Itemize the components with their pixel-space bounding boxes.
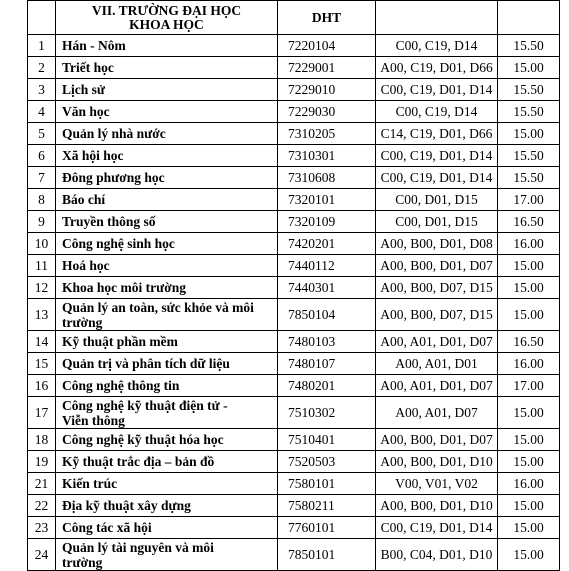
table-row (28, 35, 560, 57)
program-code: 7480201 (278, 375, 376, 397)
table-row (28, 495, 560, 517)
program-code: 7510302 (278, 397, 376, 429)
program-code: 7520503 (278, 451, 376, 473)
row-number: 15 (28, 353, 56, 375)
header-school-code: DHT (278, 1, 376, 35)
program-name (56, 517, 278, 539)
row-number: 2 (28, 57, 56, 79)
program-code: 7229010 (278, 79, 376, 101)
program-name (56, 429, 278, 451)
table-row (28, 539, 560, 571)
program-name-line1: Xã hội học (62, 148, 124, 163)
program-name (56, 473, 278, 495)
table-row (28, 375, 560, 397)
table-row (28, 189, 560, 211)
row-number: 24 (28, 539, 56, 571)
program-name-line1: Địa kỹ thuật xây dựng (62, 498, 191, 513)
subject-combinations: C00, C19, D14 (376, 35, 498, 57)
admission-score: 16.00 (498, 233, 560, 255)
row-number: 1 (28, 35, 56, 57)
program-name (56, 299, 278, 331)
program-name (56, 277, 278, 299)
program-code: 7229030 (278, 101, 376, 123)
program-name (56, 397, 278, 429)
admission-score: 17.00 (498, 375, 560, 397)
admission-score: 15.00 (498, 539, 560, 571)
program-code: 7320109 (278, 211, 376, 233)
program-name-line1: Lịch sử (62, 82, 105, 97)
table-row (28, 57, 560, 79)
program-name (56, 101, 278, 123)
table-row (28, 277, 560, 299)
row-number: 8 (28, 189, 56, 211)
subject-combinations: A00, A01, D01, D07 (376, 375, 498, 397)
admission-score: 15.50 (498, 145, 560, 167)
header-school-line1: VII. TRƯỜNG ĐẠI HỌC (91, 2, 242, 18)
program-name (56, 123, 278, 145)
subject-combinations: A00, B00, D07, D15 (376, 277, 498, 299)
row-number: 18 (28, 429, 56, 451)
program-name-line1: Kiến trúc (62, 476, 118, 491)
subject-combinations: C00, C19, D01, D14 (376, 79, 498, 101)
program-name-line1: Quản trị và phân tích dữ liệu (62, 356, 230, 371)
header-school-name (56, 1, 278, 35)
program-code: 7320101 (278, 189, 376, 211)
program-name-line1: Văn học (62, 104, 110, 119)
subject-combinations: A00, B00, D07, D15 (376, 299, 498, 331)
row-number: 17 (28, 397, 56, 429)
subject-combinations: C00, D01, D15 (376, 211, 498, 233)
subject-combinations: A00, B00, D01, D10 (376, 495, 498, 517)
program-name (56, 495, 278, 517)
program-name (56, 57, 278, 79)
program-name (56, 35, 278, 57)
program-code: 7850104 (278, 299, 376, 331)
program-name (56, 331, 278, 353)
program-name (56, 233, 278, 255)
program-name-line1: Công nghệ kỹ thuật điện tử - (62, 397, 228, 413)
program-name-line1: Đông phương học (62, 170, 165, 185)
program-name-line1: Kỹ thuật trắc địa – bản đồ (62, 454, 215, 469)
program-name-line1: Kỹ thuật phần mềm (62, 334, 178, 349)
program-name-line2: trường (62, 314, 103, 330)
admission-score: 15.50 (498, 35, 560, 57)
program-name-line1: Báo chí (62, 192, 106, 207)
program-name-line1: Hoá học (62, 258, 110, 273)
table-row (28, 299, 560, 331)
table-body (28, 1, 560, 571)
subject-combinations: C00, C19, D01, D14 (376, 145, 498, 167)
program-name (56, 79, 278, 101)
program-code: 7580101 (278, 473, 376, 495)
row-number: 16 (28, 375, 56, 397)
header-score-cell (498, 1, 560, 35)
program-code: 7480107 (278, 353, 376, 375)
admission-score: 15.00 (498, 299, 560, 331)
subject-combinations: V00, V01, V02 (376, 473, 498, 495)
program-name (56, 539, 278, 571)
row-number: 4 (28, 101, 56, 123)
table-row (28, 233, 560, 255)
table-row (28, 123, 560, 145)
program-name-line1: Công nghệ thông tin (62, 378, 180, 393)
row-number: 23 (28, 517, 56, 539)
row-number: 13 (28, 299, 56, 331)
row-number: 5 (28, 123, 56, 145)
program-name-line1: Khoa học môi trường (62, 280, 186, 295)
table-row (28, 255, 560, 277)
subject-combinations: C14, C19, D01, D66 (376, 123, 498, 145)
admission-score: 15.00 (498, 397, 560, 429)
program-name (56, 451, 278, 473)
row-number: 21 (28, 473, 56, 495)
subject-combinations: A00, B00, D01, D07 (376, 429, 498, 451)
table-row (28, 451, 560, 473)
program-name-line1: Hán - Nôm (62, 38, 126, 53)
admission-score: 15.50 (498, 79, 560, 101)
admission-score: 15.00 (498, 517, 560, 539)
table-row (28, 211, 560, 233)
admission-score: 15.00 (498, 495, 560, 517)
header-combo-cell (376, 1, 498, 35)
row-number: 22 (28, 495, 56, 517)
row-number: 19 (28, 451, 56, 473)
program-code: 7440112 (278, 255, 376, 277)
admission-score: 15.00 (498, 57, 560, 79)
program-name-line2: trường (62, 554, 103, 570)
table-header-row (28, 1, 560, 35)
subject-combinations: C00, C19, D01, D14 (376, 517, 498, 539)
admission-score: 17.00 (498, 189, 560, 211)
table-row (28, 167, 560, 189)
program-name (56, 255, 278, 277)
subject-combinations: C00, C19, D14 (376, 101, 498, 123)
program-name (56, 145, 278, 167)
subject-combinations: A00, A01, D07 (376, 397, 498, 429)
row-number: 10 (28, 233, 56, 255)
admission-score-table (27, 0, 560, 571)
subject-combinations: A00, B00, D01, D10 (376, 451, 498, 473)
program-code: 7850101 (278, 539, 376, 571)
row-number: 6 (28, 145, 56, 167)
subject-combinations: A00, A01, D01, D07 (376, 331, 498, 353)
program-code: 7420201 (278, 233, 376, 255)
subject-combinations: A00, A01, D01 (376, 353, 498, 375)
subject-combinations: A00, B00, D01, D07 (376, 255, 498, 277)
program-name-line2: Viễn thông (62, 412, 125, 428)
admission-score: 16.50 (498, 211, 560, 233)
program-name-line1: Công nghệ sinh học (62, 236, 175, 251)
subject-combinations: C00, C19, D01, D14 (376, 167, 498, 189)
program-code: 7229001 (278, 57, 376, 79)
admission-score: 16.00 (498, 353, 560, 375)
table-row (28, 353, 560, 375)
row-number: 3 (28, 79, 56, 101)
program-code: 7760101 (278, 517, 376, 539)
table-row (28, 79, 560, 101)
subject-combinations: A00, B00, D01, D08 (376, 233, 498, 255)
subject-combinations: A00, C19, D01, D66 (376, 57, 498, 79)
admission-score: 16.00 (498, 473, 560, 495)
admission-score: 15.00 (498, 123, 560, 145)
admission-score: 15.00 (498, 451, 560, 473)
header-school-line2: KHOA HỌC (129, 16, 204, 32)
table-row (28, 331, 560, 353)
row-number: 11 (28, 255, 56, 277)
program-code: 7580211 (278, 495, 376, 517)
program-code: 7510401 (278, 429, 376, 451)
table-row (28, 429, 560, 451)
admission-score: 15.50 (498, 167, 560, 189)
table-row (28, 473, 560, 495)
program-name (56, 167, 278, 189)
program-name (56, 353, 278, 375)
program-code: 7480103 (278, 331, 376, 353)
row-number: 14 (28, 331, 56, 353)
program-code: 7310205 (278, 123, 376, 145)
program-code: 7440301 (278, 277, 376, 299)
program-name-line1: Truyền thông số (62, 214, 156, 229)
subject-combinations: C00, D01, D15 (376, 189, 498, 211)
subject-combinations: B00, C04, D01, D10 (376, 539, 498, 571)
program-name-line1: Quản lý an toàn, sức khỏe và môi (62, 299, 254, 315)
program-name (56, 211, 278, 233)
program-name-line1: Công tác xã hội (62, 520, 152, 535)
table-row (28, 101, 560, 123)
admission-score: 15.00 (498, 277, 560, 299)
admission-score: 15.00 (498, 255, 560, 277)
program-code: 7310301 (278, 145, 376, 167)
header-number-cell (28, 1, 56, 35)
program-name-line1: Triết học (62, 60, 114, 75)
program-name-line1: Công nghệ kỹ thuật hóa học (62, 432, 224, 447)
program-code: 7310608 (278, 167, 376, 189)
program-name-line1: Quản lý nhà nước (62, 126, 166, 141)
row-number: 7 (28, 167, 56, 189)
table-row (28, 397, 560, 429)
program-name-line1: Quản lý tài nguyên và môi (62, 539, 214, 555)
table-row (28, 517, 560, 539)
table-row (28, 145, 560, 167)
row-number: 12 (28, 277, 56, 299)
row-number: 9 (28, 211, 56, 233)
admission-score: 16.50 (498, 331, 560, 353)
program-name (56, 189, 278, 211)
admission-score: 15.00 (498, 429, 560, 451)
program-name (56, 375, 278, 397)
program-code: 7220104 (278, 35, 376, 57)
admission-score: 15.50 (498, 101, 560, 123)
